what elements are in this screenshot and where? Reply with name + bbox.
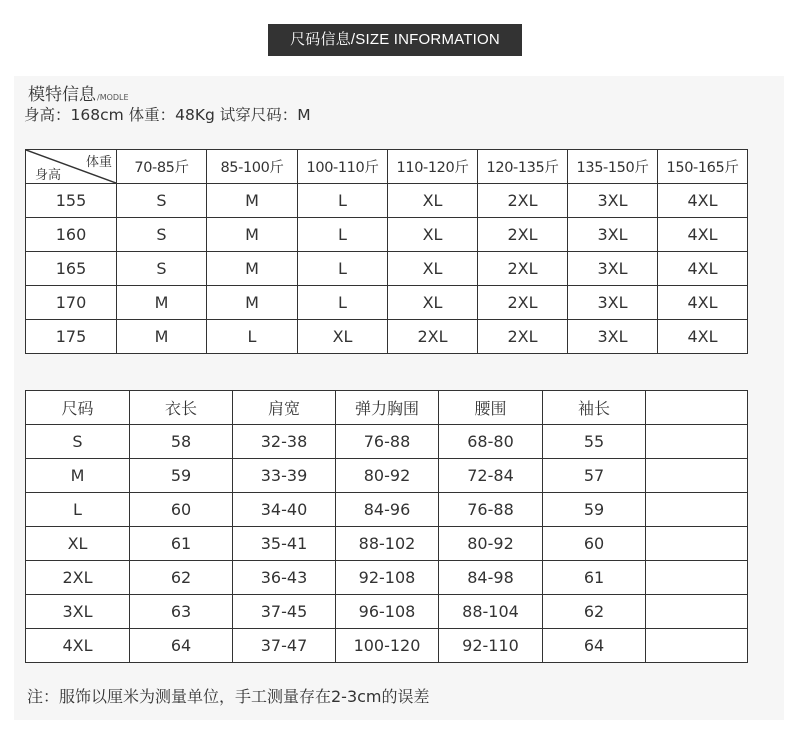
size-cell: 3XL: [568, 252, 658, 286]
size-cell: XL: [388, 286, 478, 320]
model-info-title: [28, 80, 129, 105]
size-table-row: [26, 184, 748, 218]
size-label-cell: XL: [26, 527, 130, 561]
measure-cell: [646, 425, 748, 459]
measure-cell: 72-84: [439, 459, 543, 493]
weight-header: 85-100斤: [207, 150, 298, 184]
measure-cell: 96-108: [336, 595, 439, 629]
measure-cell: 62: [130, 561, 233, 595]
height-cell: 170: [26, 286, 117, 320]
measure-header: [646, 391, 748, 425]
size-table-header-row: [26, 150, 748, 184]
measure-cell: 59: [543, 493, 646, 527]
size-cell: M: [117, 286, 207, 320]
height-cell: 165: [26, 252, 117, 286]
size-cell: M: [207, 252, 298, 286]
measurement-note: 注：服饰以厘米为测量单位，手工测量存在2-3cm的误差: [27, 687, 430, 706]
measure-cell: 92-108: [336, 561, 439, 595]
measure-cell: 64: [543, 629, 646, 663]
size-table-row: [26, 320, 748, 354]
height-cell: 175: [26, 320, 117, 354]
size-label-cell: 3XL: [26, 595, 130, 629]
size-cell: 2XL: [478, 184, 568, 218]
weight-header: 110-120斤: [388, 150, 478, 184]
page-title: 尺码信息/SIZE INFORMATION: [268, 24, 522, 56]
size-cell: M: [117, 320, 207, 354]
size-cell: L: [298, 184, 388, 218]
size-cell: XL: [388, 184, 478, 218]
size-cell: 4XL: [658, 286, 748, 320]
size-label-cell: S: [26, 425, 130, 459]
measure-header: 腰围: [439, 391, 543, 425]
measure-header: 袖长: [543, 391, 646, 425]
measure-cell: 57: [543, 459, 646, 493]
weight-header: 100-110斤: [298, 150, 388, 184]
measure-cell: 88-104: [439, 595, 543, 629]
measure-cell: 63: [130, 595, 233, 629]
measure-cell: 92-110: [439, 629, 543, 663]
measure-cell: 80-92: [439, 527, 543, 561]
size-cell: 3XL: [568, 218, 658, 252]
size-label-cell: M: [26, 459, 130, 493]
measure-header: 肩宽: [233, 391, 336, 425]
measure-cell: 68-80: [439, 425, 543, 459]
measure-cell: 35-41: [233, 527, 336, 561]
weight-header: 150-165斤: [658, 150, 748, 184]
measure-cell: [646, 629, 748, 663]
measure-cell: 64: [130, 629, 233, 663]
size-cell: XL: [298, 320, 388, 354]
model-info-title-text: 模特信息: [28, 85, 96, 105]
measure-cell: 60: [130, 493, 233, 527]
measure-table-row: [26, 595, 748, 629]
measure-cell: 59: [130, 459, 233, 493]
measure-cell: 61: [130, 527, 233, 561]
garment-measurement-table: [25, 390, 748, 663]
measure-header: 弹力胸围: [336, 391, 439, 425]
size-table-corner-cell: [26, 150, 117, 184]
measure-cell: 88-102: [336, 527, 439, 561]
measure-table-row: [26, 527, 748, 561]
size-table-row: [26, 252, 748, 286]
corner-weight-label: 体重: [85, 155, 112, 170]
measure-cell: 32-38: [233, 425, 336, 459]
size-cell: L: [298, 286, 388, 320]
measure-table-row: [26, 459, 748, 493]
size-recommendation-table: [25, 149, 748, 354]
measure-cell: 34-40: [233, 493, 336, 527]
size-table-row: [26, 286, 748, 320]
measure-cell: 60: [543, 527, 646, 561]
size-label-cell: 4XL: [26, 629, 130, 663]
height-cell: 155: [26, 184, 117, 218]
size-cell: XL: [388, 218, 478, 252]
measure-cell: 58: [130, 425, 233, 459]
measure-cell: [646, 595, 748, 629]
weight-header: 70-85斤: [117, 150, 207, 184]
measure-header: 衣长: [130, 391, 233, 425]
measure-header: 尺码: [26, 391, 130, 425]
measure-cell: 37-45: [233, 595, 336, 629]
size-cell: 4XL: [658, 320, 748, 354]
model-info-title-small: /MODLE: [97, 93, 129, 102]
size-cell: XL: [388, 252, 478, 286]
size-cell: 3XL: [568, 320, 658, 354]
measure-cell: 76-88: [336, 425, 439, 459]
measure-cell: 37-47: [233, 629, 336, 663]
measure-cell: 33-39: [233, 459, 336, 493]
size-cell: 4XL: [658, 184, 748, 218]
measure-cell: 84-98: [439, 561, 543, 595]
measure-table-row: [26, 493, 748, 527]
size-cell: 3XL: [568, 286, 658, 320]
measure-cell: 55: [543, 425, 646, 459]
measure-table-row: [26, 425, 748, 459]
size-cell: 2XL: [478, 286, 568, 320]
size-cell: S: [117, 218, 207, 252]
measure-table-row: [26, 561, 748, 595]
corner-height-label: 身高: [35, 168, 62, 183]
size-cell: M: [207, 218, 298, 252]
measure-cell: 61: [543, 561, 646, 595]
size-table-row: [26, 218, 748, 252]
measure-cell: [646, 561, 748, 595]
size-cell: S: [117, 184, 207, 218]
size-cell: M: [207, 286, 298, 320]
size-cell: 2XL: [478, 320, 568, 354]
size-label-cell: 2XL: [26, 561, 130, 595]
size-cell: M: [207, 184, 298, 218]
model-info-line: 身高：168cm 体重：48Kg 试穿尺码：M: [24, 106, 311, 124]
weight-header: 120-135斤: [478, 150, 568, 184]
size-cell: L: [298, 218, 388, 252]
size-cell: 4XL: [658, 252, 748, 286]
measure-cell: 100-120: [336, 629, 439, 663]
size-cell: 4XL: [658, 218, 748, 252]
weight-header: 135-150斤: [568, 150, 658, 184]
measure-table-header-row: [26, 391, 748, 425]
measure-cell: 80-92: [336, 459, 439, 493]
size-cell: 2XL: [478, 218, 568, 252]
height-cell: 160: [26, 218, 117, 252]
size-cell: 2XL: [478, 252, 568, 286]
measure-cell: [646, 527, 748, 561]
size-cell: L: [298, 252, 388, 286]
measure-cell: 36-43: [233, 561, 336, 595]
measure-cell: 84-96: [336, 493, 439, 527]
size-cell: 2XL: [388, 320, 478, 354]
size-cell: 3XL: [568, 184, 658, 218]
measure-cell: 76-88: [439, 493, 543, 527]
measure-cell: [646, 459, 748, 493]
size-label-cell: L: [26, 493, 130, 527]
measure-cell: [646, 493, 748, 527]
size-cell: S: [117, 252, 207, 286]
size-cell: L: [207, 320, 298, 354]
measure-table-row: [26, 629, 748, 663]
measure-cell: 62: [543, 595, 646, 629]
